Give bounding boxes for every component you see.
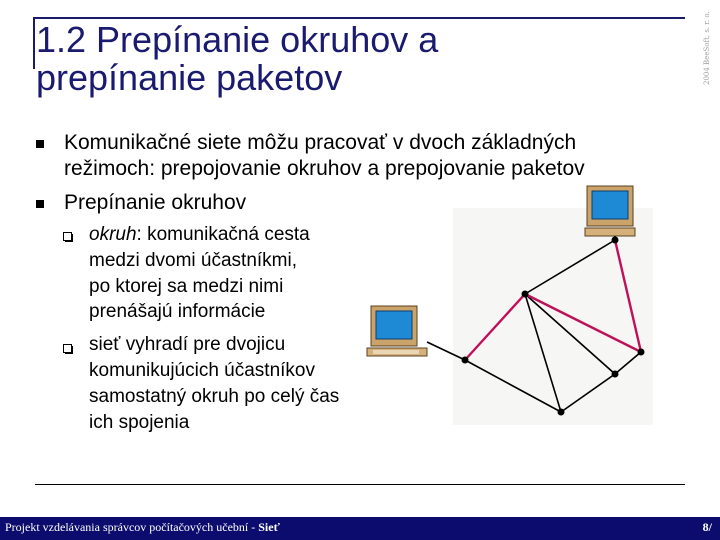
sub-bullet-1-line-4: prenášajú informácie: [89, 301, 266, 322]
page-number: 8/: [702, 520, 712, 534]
copyright-watermark: 2004 BeeSoft, s. r. o.: [703, 11, 711, 85]
title-frame-left: [33, 17, 35, 69]
sub-bullet-marker: [63, 232, 72, 241]
bullet-2-line-1: Prepínanie okruhov: [64, 191, 247, 214]
sub-bullet-2-line-3: samostatný okruh po celý čas: [89, 386, 340, 407]
footer-project-text: [5, 520, 280, 535]
sub-bullet-2-line-1: sieť vyhradí pre dvojicu: [89, 334, 286, 355]
computer-icon: [367, 306, 427, 356]
footer-divider: [35, 484, 685, 485]
sub-bullet-1-line-3: po ktorej sa medzi nimi: [89, 276, 284, 297]
sub-bullet-2-line-2: komunikujúcich účastníkov: [89, 360, 315, 381]
footer-project-name: Projekt vzdelávania správcov počítačových učební -: [5, 520, 259, 534]
computer-icon: [585, 186, 635, 240]
bullet-1-line-1: Komunikačné siete môžu pracovať v dvoch základných: [64, 131, 577, 154]
sub-bullet-2-line-4: ich spojenia: [89, 412, 190, 433]
bullet-marker: [36, 200, 44, 208]
sub-bullet-1-line-1: [89, 223, 310, 247]
bullet-marker: [36, 140, 44, 148]
footer-bar: [0, 517, 720, 540]
title-line-2: prepínanie paketov: [36, 57, 343, 98]
bullet-1-line-2: režimoch: prepojovanie okruhov a prepojovanie paketov: [64, 157, 585, 180]
sub-bullet-1-line-2: medzi dvomi účastníkmi,: [89, 250, 298, 271]
title-line-1: 1.2 Prepínanie okruhov a: [36, 19, 439, 60]
diagram-background: [453, 208, 653, 425]
circuit-network-diagram: [365, 180, 665, 430]
term-okruh: okruh: [89, 224, 137, 245]
slide-title: [36, 21, 676, 97]
sub-bullet-1-rest: : komunikačná cesta: [136, 224, 310, 245]
sub-bullet-marker: [63, 344, 72, 353]
footer-topic: Sieť: [258, 520, 280, 534]
